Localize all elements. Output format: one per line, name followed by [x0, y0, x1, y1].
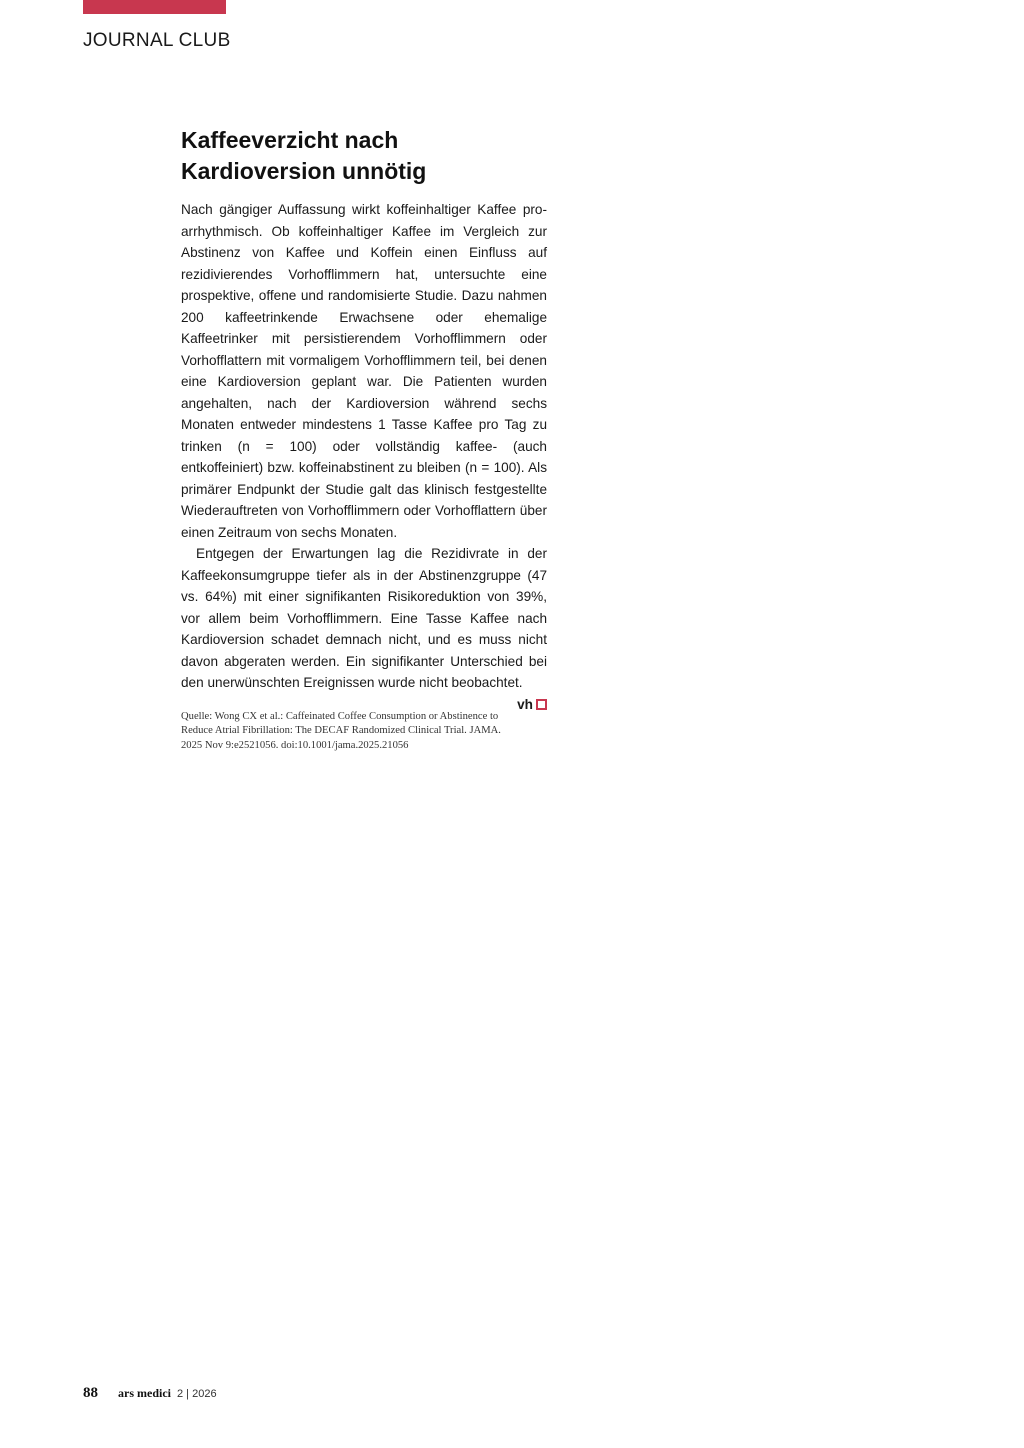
end-of-article-square-icon: [536, 699, 547, 710]
journal-name: ars medici: [118, 1386, 171, 1400]
source-line-1: Quelle: Wong CX et al.: Caffeinated Coffee Consumption or Abstinence to: [181, 710, 499, 722]
author-initials: vh: [517, 696, 533, 712]
source-line-2: Reduce Atrial Fibrillation: The DECAF Randomized Clinical Trial. JAMA.: [181, 725, 501, 737]
page-footer: [83, 1385, 217, 1402]
source-citation: [181, 710, 547, 754]
article-paragraph-2-text: Entgegen der Erwartungen lag die Rezidivrate in der Kaffeekonsumgruppe tiefer als in der Abstinenzgruppe (47 vs. 64%) mit einer signifikanten Risikoreduktion von 39%, vor allem beim Vorhofflimmern. Eine Tasse Kaffee nach Kardioversion schadet demnach nicht, und es muss nicht davon abgeraten werden. Ein signifikanter Unterschied bei den unerwünschten Ereignissen wurde nicht beobachtet.: [181, 546, 547, 690]
section-label: JOURNAL CLUB: [83, 30, 231, 51]
article-paragraph-2: [181, 543, 547, 712]
section-accent-bar: [83, 0, 226, 14]
source-line-3: 2025 Nov 9:e2521056. doi:10.1001/jama.2025.21056: [181, 740, 409, 752]
article-title-line-2: Kardioversion unnötig: [181, 158, 427, 184]
issue-number: 2 | 2026: [177, 1388, 217, 1400]
page-number: 88: [83, 1385, 98, 1401]
article-paragraph-1: Nach gängiger Auffassung wirkt koffeinhaltiger Kaffee proarrhythmisch. Ob koffeinhaltiger Kaffee im Vergleich zur Abstinenz von Kaffee und Koffein einen Einfluss auf rezidivierendes Vorhofflimmern hat, untersuchte eine prospektive, offene und randomisierte Studie. Dazu nahmen 200 kaffeetrinkende Erwachsene oder ehemalige Kaffeetrinker mit persistierendem Vorhofflimmern oder Vorhofflattern mit vormaligem Vorhofflimmern teil, bei denen eine Kardioversion geplant war. Die Patienten wurden angehalten, nach der Kardioversion während sechs Monaten entweder mindestens 1 Tasse Kaffee pro Tag zu trinken (n = 100) oder vollständig kaffee- (auch entkoffeiniert) bzw. koffeinabstinent zu bleiben (n = 100). Als primärer Endpunkt der Studie galt das klinisch festgestellte Wiederauftreten von Vorhofflimmern oder Vorhofflattern über einen Zeitraum von sechs Monaten.: [181, 202, 547, 540]
author-signature: [502, 694, 547, 716]
article-body: [181, 199, 547, 712]
article-title-line-1: Kaffeeverzicht nach: [181, 127, 399, 153]
article-title: [181, 125, 547, 187]
article: [181, 125, 547, 754]
